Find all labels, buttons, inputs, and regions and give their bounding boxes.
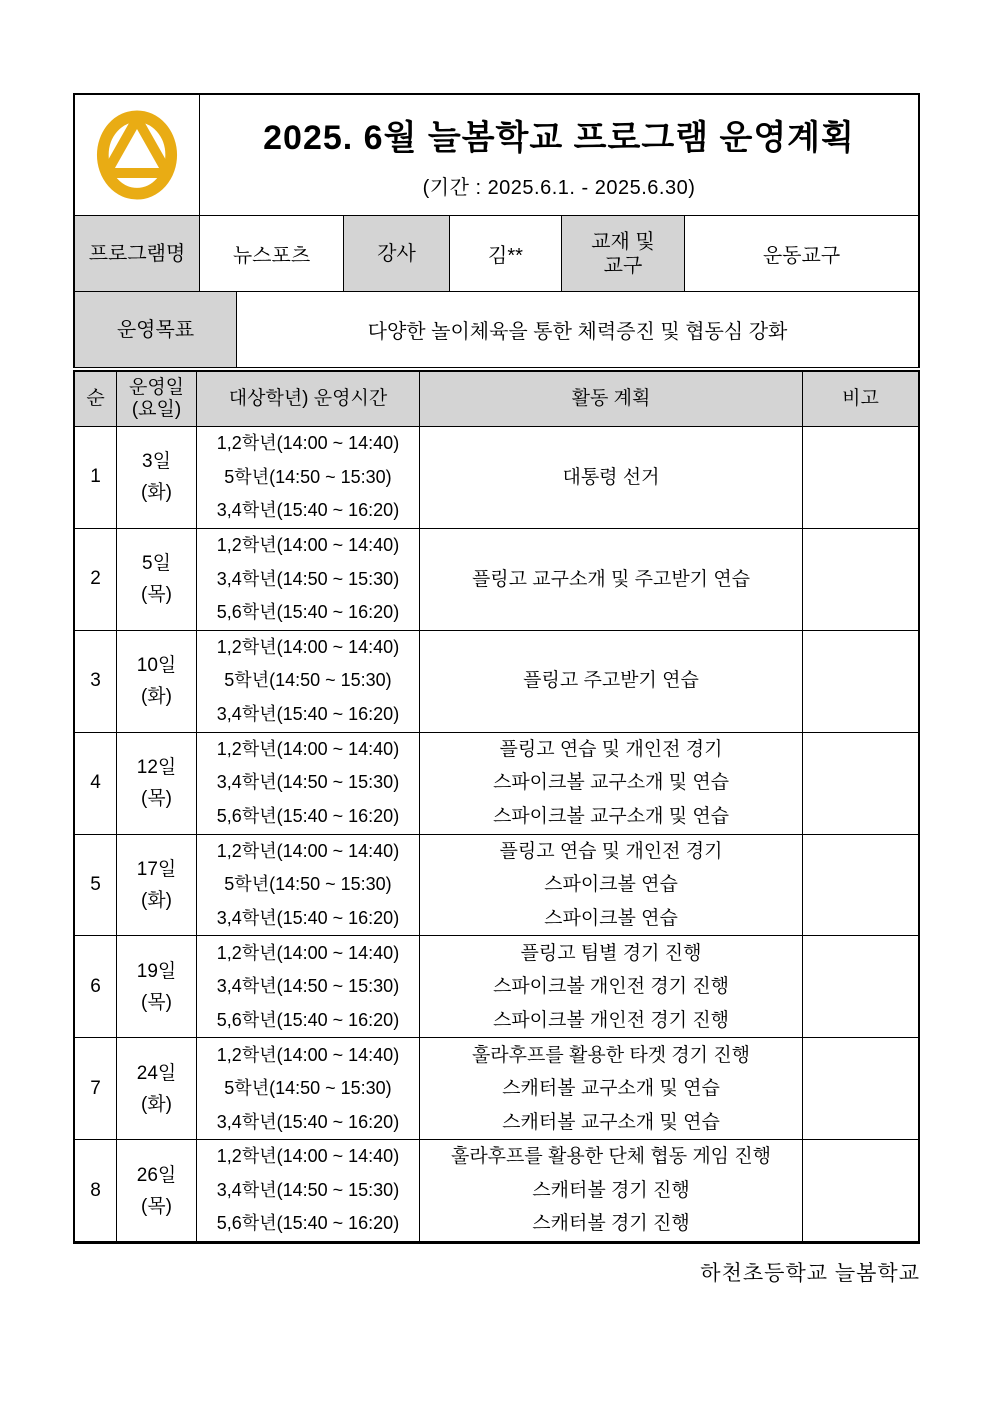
row-times: 1,2학년(14:00 ~ 14:40) 5학년(14:50 ~ 15:30) 3,4학년(15:40 ~ 16:20) bbox=[197, 427, 420, 528]
row-times: 1,2학년(14:00 ~ 14:40) 3,4학년(14:50 ~ 15:30) 5,6학년(15:40 ~ 16:20) bbox=[197, 936, 420, 1037]
goal-label: 운영목표 bbox=[75, 292, 237, 367]
row-activities: 대통령 선거 bbox=[420, 427, 803, 528]
materials-value: 운동교구 bbox=[762, 245, 841, 267]
program-name-value: 뉴스포츠 bbox=[200, 216, 344, 291]
row-no: 7 bbox=[75, 1038, 117, 1139]
col-header-date: 운영일 (요일) bbox=[117, 372, 197, 426]
instructor-label: 강사 bbox=[344, 216, 450, 291]
row-date: 3일 (화) bbox=[117, 427, 197, 528]
table-row bbox=[75, 834, 918, 936]
row-date: 17일 (화) bbox=[117, 835, 197, 936]
goal-value: 다양한 놀이체육을 통한 체력증진 및 협동심 강화 bbox=[367, 321, 788, 343]
row-activities: 플링고 연습 및 개인전 경기 스파이크볼 연습 스파이크볼 연습 bbox=[420, 835, 803, 936]
row-times: 1,2학년(14:00 ~ 14:40) 5학년(14:50 ~ 15:30) 3,4학년(15:40 ~ 16:20) bbox=[197, 631, 420, 732]
schedule-header-row bbox=[75, 372, 918, 426]
table-row bbox=[75, 935, 918, 1037]
logo-cell bbox=[75, 95, 200, 215]
row-note bbox=[803, 835, 918, 936]
col-header-activity: 활동 계획 bbox=[420, 372, 803, 426]
row-times: 1,2학년(14:00 ~ 14:40) 5학년(14:50 ~ 15:30) 3,4학년(15:40 ~ 16:20) bbox=[197, 835, 420, 936]
row-activities: 훌라후프를 활용한 단체 협동 게임 진행 스캐터볼 경기 진행 스캐터볼 경기 진행 bbox=[420, 1140, 803, 1241]
row-date: 5일 (목) bbox=[117, 529, 197, 630]
row-no: 1 bbox=[75, 427, 117, 528]
document-header-table bbox=[73, 93, 920, 368]
row-activities: 플링고 주고받기 연습 bbox=[420, 631, 803, 732]
school-logo-icon bbox=[92, 104, 182, 206]
row-activities: 훌라후프를 활용한 타겟 경기 진행 스캐터볼 교구소개 및 연습 스캐터볼 교구소개 및 연습 bbox=[420, 1038, 803, 1139]
row-activities: 플링고 팀별 경기 진행 스파이크볼 개인전 경기 진행 스파이크볼 개인전 경기 진행 bbox=[420, 936, 803, 1037]
table-row bbox=[75, 1139, 918, 1241]
row-note bbox=[803, 733, 918, 834]
goal-row bbox=[75, 291, 918, 367]
row-date: 26일 (목) bbox=[117, 1140, 197, 1241]
row-no: 6 bbox=[75, 936, 117, 1037]
row-note bbox=[803, 631, 918, 732]
row-note bbox=[803, 1038, 918, 1139]
title-cell bbox=[200, 95, 918, 215]
table-row bbox=[75, 630, 918, 732]
materials-label: 교재 및 교구 bbox=[562, 216, 685, 291]
row-date: 24일 (화) bbox=[117, 1038, 197, 1139]
document-title: 2025. 6월 늘봄학교 프로그램 운영계획 bbox=[263, 119, 855, 157]
row-no: 5 bbox=[75, 835, 117, 936]
table-row bbox=[75, 426, 918, 528]
instructor-value: 김** bbox=[450, 216, 562, 291]
program-info-row bbox=[75, 215, 918, 291]
row-activities: 플링고 연습 및 개인전 경기 스파이크볼 교구소개 및 연습 스파이크볼 교구소개 및 연습 bbox=[420, 733, 803, 834]
row-date: 10일 (화) bbox=[117, 631, 197, 732]
row-times: 1,2학년(14:00 ~ 14:40) 3,4학년(14:50 ~ 15:30) 5,6학년(15:40 ~ 16:20) bbox=[197, 529, 420, 630]
table-row bbox=[75, 1037, 918, 1139]
row-note bbox=[803, 427, 918, 528]
row-date: 12일 (목) bbox=[117, 733, 197, 834]
col-header-note: 비고 bbox=[803, 372, 918, 426]
plan-document bbox=[73, 93, 920, 1244]
row-activities: 플링고 교구소개 및 주고받기 연습 bbox=[420, 529, 803, 630]
row-times: 1,2학년(14:00 ~ 14:40) 5학년(14:50 ~ 15:30) 3,4학년(15:40 ~ 16:20) bbox=[197, 1038, 420, 1139]
row-no: 2 bbox=[75, 529, 117, 630]
row-no: 4 bbox=[75, 733, 117, 834]
table-row bbox=[75, 732, 918, 834]
row-times: 1,2학년(14:00 ~ 14:40) 3,4학년(14:50 ~ 15:30) 5,6학년(15:40 ~ 16:20) bbox=[197, 1140, 420, 1241]
schedule-table bbox=[73, 370, 920, 1244]
program-name-label: 프로그램명 bbox=[75, 216, 200, 291]
table-row bbox=[75, 528, 918, 630]
school-signature: 하천초등학교 늘봄학교 bbox=[700, 1262, 920, 1285]
col-header-target-time: 대상학년) 운영시간 bbox=[197, 372, 420, 426]
title-row bbox=[75, 95, 918, 215]
row-no: 8 bbox=[75, 1140, 117, 1241]
document-period: (기간 : 2025.6.1. - 2025.6.30) bbox=[422, 177, 696, 199]
col-header-no: 순 bbox=[75, 372, 117, 426]
row-no: 3 bbox=[75, 631, 117, 732]
row-note bbox=[803, 936, 918, 1037]
row-date: 19일 (목) bbox=[117, 936, 197, 1037]
row-times: 1,2학년(14:00 ~ 14:40) 3,4학년(14:50 ~ 15:30) 5,6학년(15:40 ~ 16:20) bbox=[197, 733, 420, 834]
row-note bbox=[803, 1140, 918, 1241]
row-note bbox=[803, 529, 918, 630]
